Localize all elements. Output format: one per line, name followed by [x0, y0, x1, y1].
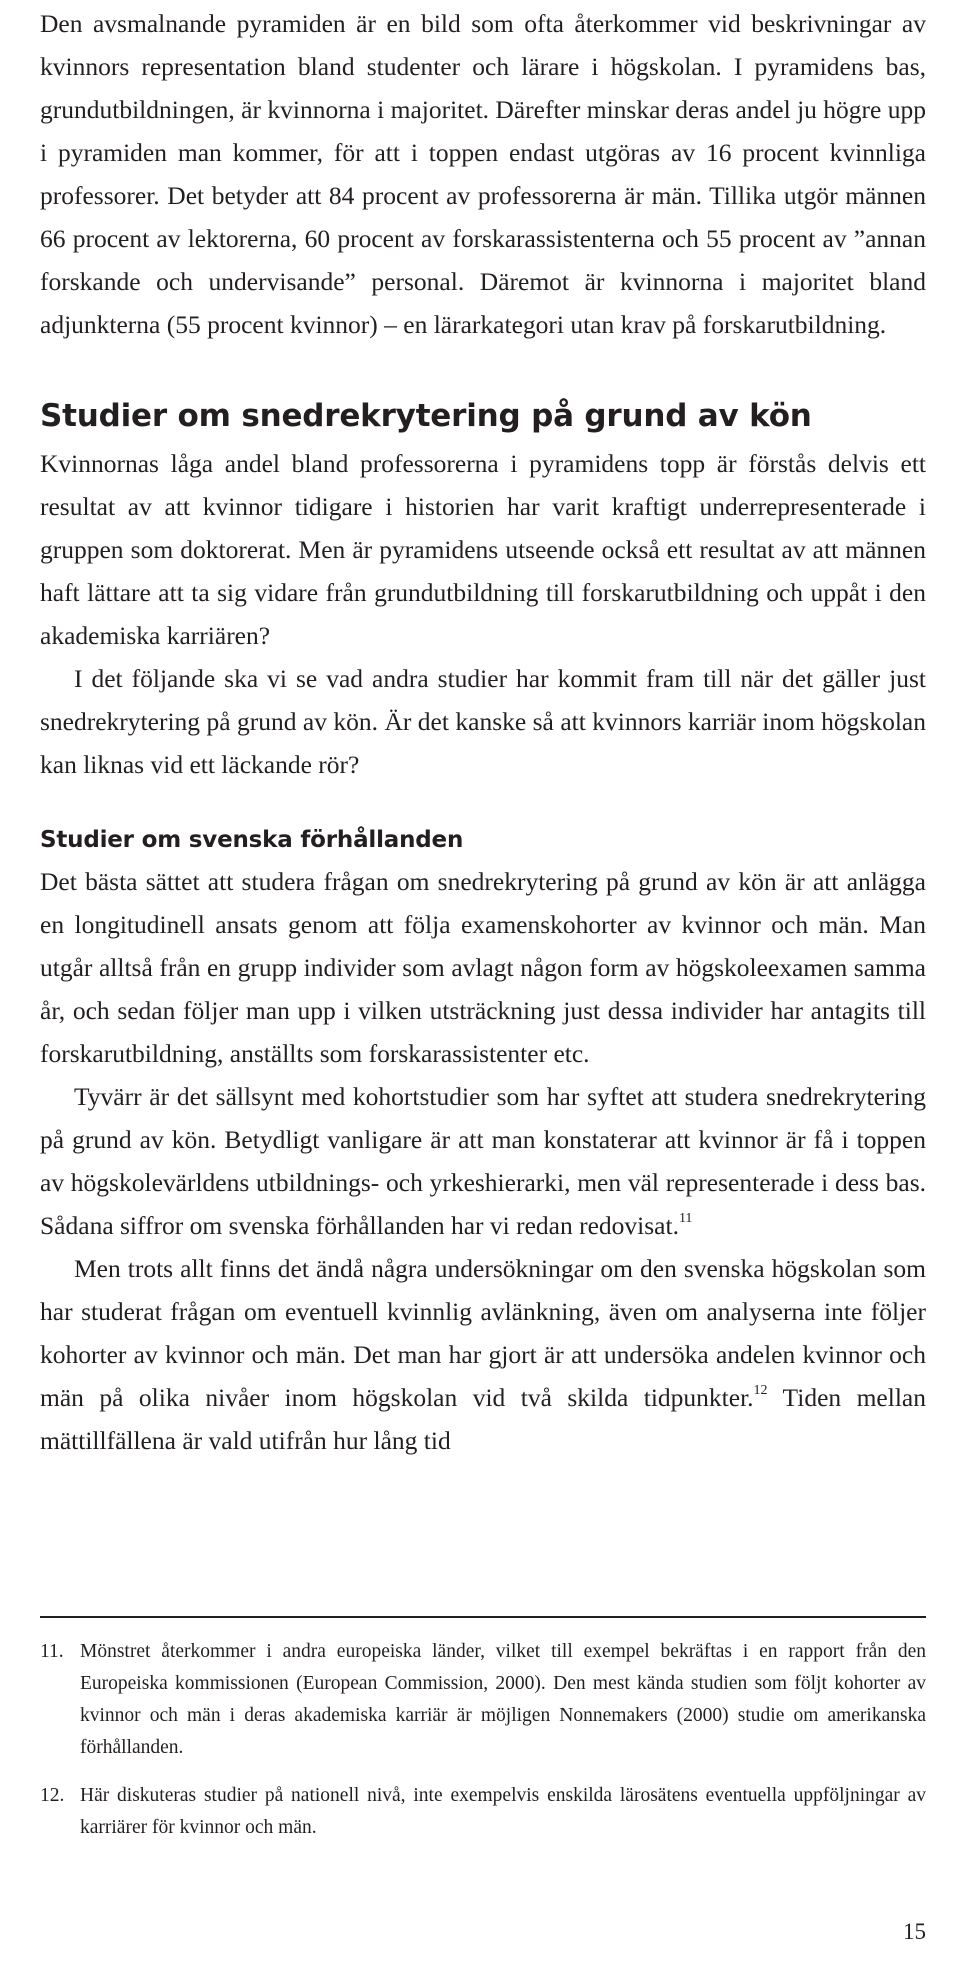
footnote-reference-11[interactable]: 11	[678, 1211, 693, 1226]
main-text	[40, 0, 926, 1462]
intro-paragraph: Den avsmalnande pyramiden är en bild som ofta återkommer vid beskrivningar av kvinnors representation bland studenter och lärare i högskolan. I pyramidens bas, grundutbildningen, är kvinnorna i majoritet. Därefter minskar deras andel ju högre upp i pyramiden man kommer, för att i toppen endast utgöras av 16 procent kvinnliga professorer. Det betyder att 84 procent av professorerna är män. Tillika utgör männen 66 procent av lektorerna, 60 procent av forskarassistenterna och 55 procent av ”annan forskande och undervisande” personal. Däremot är kvinnorna i majoritet bland adjunkterna (55 procent kvinnor) – en lärarkategori utan krav på forskarutbildning.	[40, 9, 926, 339]
subsection-paragraph-2	[40, 1075, 926, 1247]
subsection-heading: Studier om svenska förhållanden	[40, 827, 464, 853]
paragraph-text: Tyvärr är det sällsynt med kohortstudier som har syftet att studera snedrekrytering på grund av kön. Betydligt vanligare är att man konstaterar att kvinnor är få i toppen av högskolevärldens utbildnings- och yrkeshierarki, men väl representerade i dess bas. Sådana siffror om svenska förhållanden har vi redan redovisat.	[40, 1082, 926, 1240]
footnotes	[40, 1636, 926, 1860]
page-number: 15	[903, 1919, 926, 1944]
subsection-paragraph-3	[40, 1247, 926, 1462]
footnote-12	[40, 1780, 926, 1844]
section-paragraph-1: Kvinnornas låga andel bland professorerna i pyramidens topp är förstås delvis ett resultat av att kvinnor tidigare i historien har varit kraftigt underrepresenterade i gruppen som doktorerat. Men är pyramidens utseende också ett resultat av att männen haft lättare att ta sig vidare från grundutbildning till forskarutbildning och uppåt i den akademiska karriären?	[40, 449, 926, 650]
paragraph-text-continued: Tiden mellan mättillfällena är vald utifrån hur lång tid	[40, 1383, 926, 1455]
footnote-number: 11.	[40, 1641, 64, 1662]
footnote-reference-12[interactable]: 12	[753, 1383, 768, 1398]
subsection-paragraph-1: Det bästa sättet att studera frågan om snedrekrytering på grund av kön är att anlägga en longitudinell ansats genom att följa examenskohorter av kvinnor och män. Man utgår alltså från en grupp individer som avlagt någon form av högskoleexamen samma år, och sedan följer man upp i vilken utsträckning just dessa individer har antagits till forskarutbildning, anställts som forskarassistenter etc.	[40, 867, 926, 1068]
section-paragraph-2: I det följande ska vi se vad andra studier har kommit fram till när det gäller just snedrekrytering på grund av kön. Är det kanske så att kvinnors karriär inom högskolan kan liknas vid ett läckande rör?	[40, 664, 926, 779]
paragraph-text: Men trots allt finns det ändå några undersökningar om den svenska högskolan som har studerat frågan om eventuell kvinnlig avlänkning, även om analyserna inte följer kohorter av kvinnor och män. Det man har gjort är att undersöka andelen kvinnor och män på olika nivåer inom högskolan vid två skilda tidpunkter.	[40, 1254, 926, 1412]
footnote-11	[40, 1636, 926, 1764]
section-heading: Studier om snedrekrytering på grund av kön	[40, 398, 812, 434]
footnote-text: Mönstret återkommer i andra europeiska länder, vilket till exempel bekräftas i en rapport från den Europeiska kommissionen (European Commission, 2000). Den mest kända studien som följt kohorter av kvinnor och män i deras akademiska karriär är möjligen Nonnemakers (2000) studie om amerikanska förhållanden.	[80, 1641, 926, 1758]
footnote-number: 12.	[40, 1785, 65, 1806]
footnote-divider	[40, 1616, 926, 1618]
footnote-text: Här diskuteras studier på nationell nivå, inte exempelvis enskilda lärosätens eventuella uppföljningar av karriärer för kvinnor och män.	[80, 1785, 926, 1838]
